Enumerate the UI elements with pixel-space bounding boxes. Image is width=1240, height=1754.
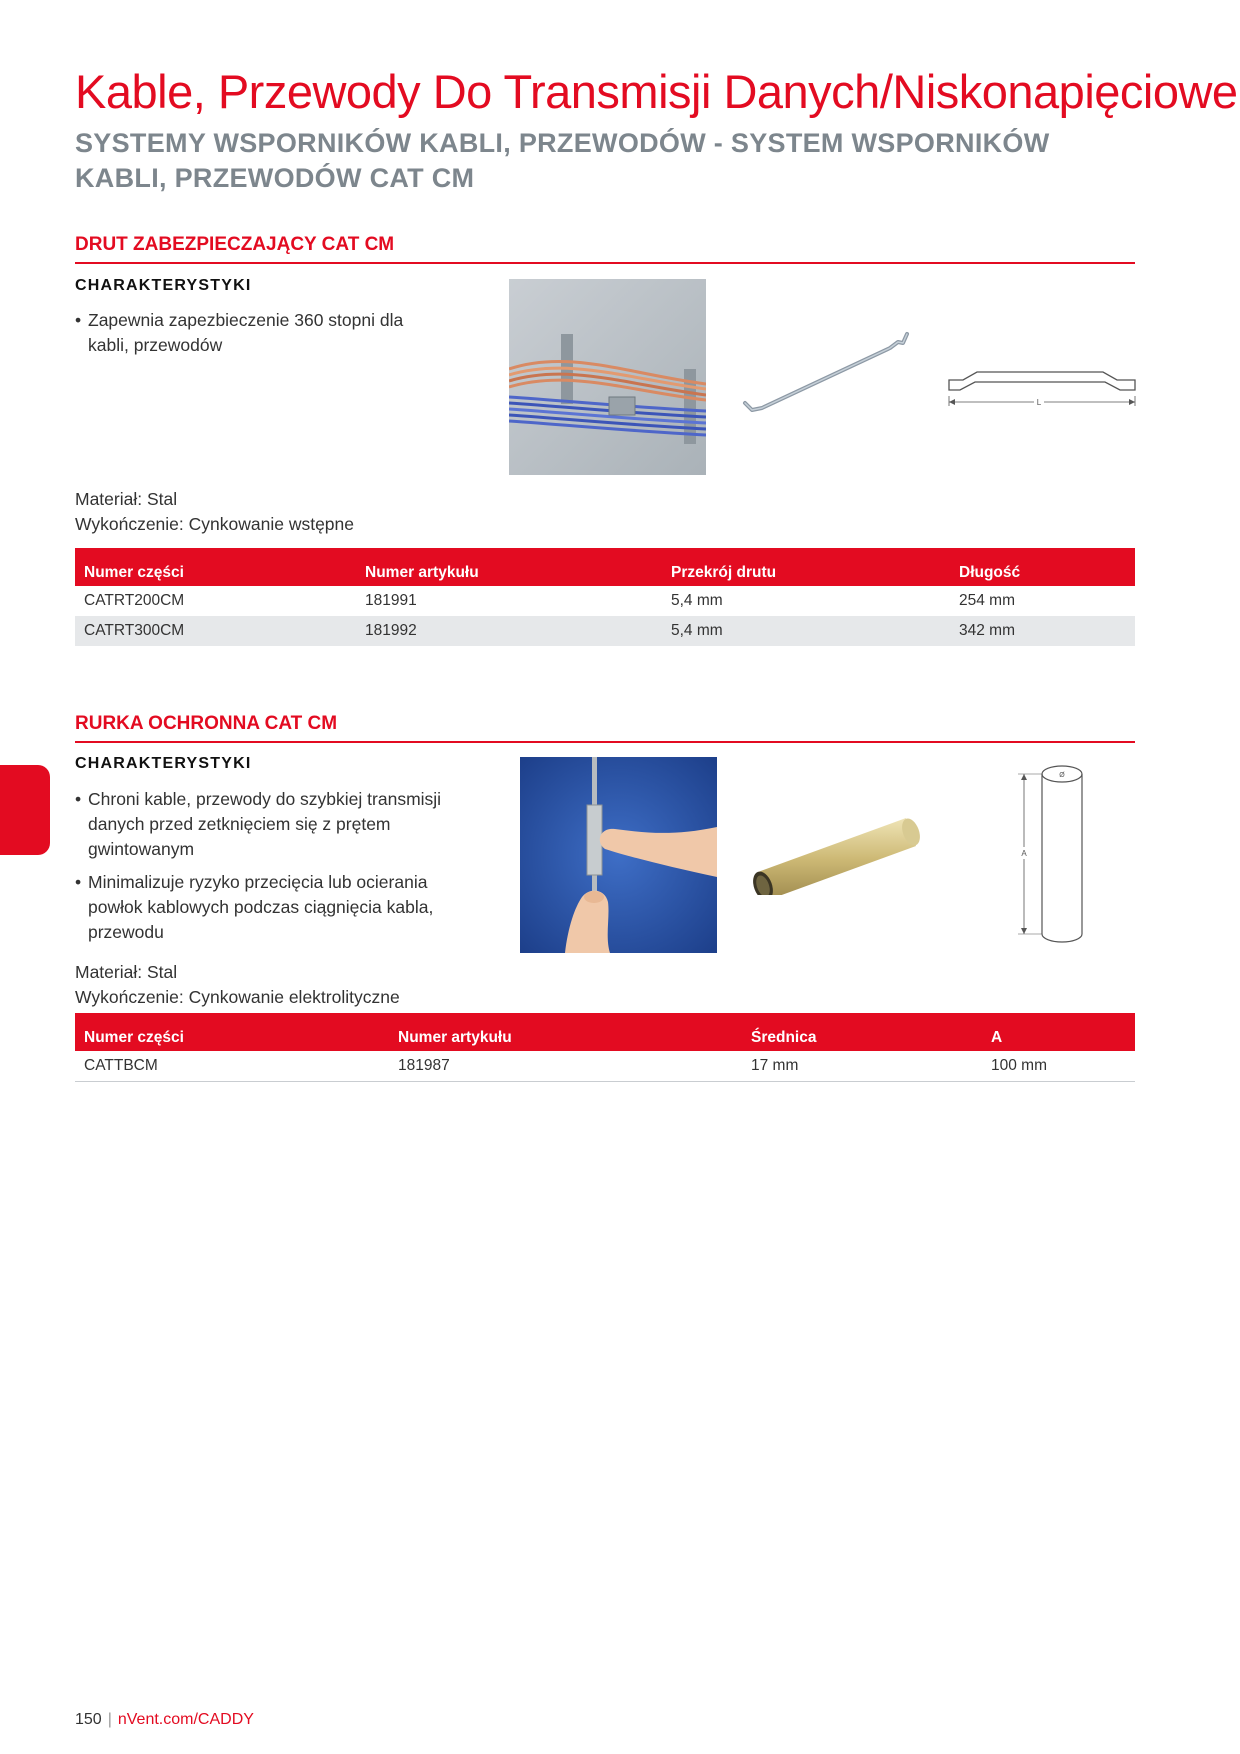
cell-article-number: 181991 (365, 592, 417, 609)
cell-wire-section: 5,4 mm (671, 592, 723, 609)
col-length: Długość (950, 548, 1135, 586)
finish-text: Wykończenie: Cynkowanie wstępne (75, 514, 355, 534)
section-heading-tube (75, 711, 1135, 743)
dimension-label-diameter: Ø (1059, 772, 1065, 779)
col-wire-section: Przekrój drutu (662, 548, 950, 586)
cell-length: 254 mm (959, 592, 1015, 609)
col-part-number: Numer części (75, 548, 356, 586)
feature-item: • Chroni kable, przewody do szybkiej transmisji danych przed zetknięciem się z prętem gwintowanym (75, 787, 475, 862)
feature-item: • Zapewnia zapezbieczenie 360 stopni dla kabli, przewodów (75, 308, 415, 358)
parts-table-wire (75, 548, 1135, 646)
section-heading-wire-text: DRUT ZABEZPIECZAJĄCY CAT CM (75, 234, 395, 255)
cell-length: 342 mm (950, 616, 1135, 646)
col-article-number: Numer artykułu (356, 548, 662, 586)
cell-diameter: 17 mm (742, 1051, 982, 1082)
col-article-number: Numer artykułu (389, 1013, 742, 1051)
product-photo-wire-bent (740, 330, 915, 415)
col-a: A (982, 1013, 1135, 1051)
material-text: Materiał: Stal (75, 962, 178, 982)
page-footer (75, 1711, 254, 1729)
feature-list (75, 787, 475, 953)
footer-separator: | (107, 1711, 112, 1728)
finish-text: Wykończenie: Cynkowanie elektrolityczne (75, 987, 400, 1007)
cell-article-number: 181987 (389, 1051, 742, 1082)
cell-part-number: CATRT200CM (84, 592, 185, 609)
section-heading-tube-text: RURKA OCHRONNA CAT CM (75, 713, 338, 734)
page-number: 150 (75, 1711, 102, 1728)
footer-site-link[interactable]: nVent.com/CADDY (117, 1711, 254, 1728)
cell-part-number: CATRT300CM (75, 616, 356, 646)
col-part-number: Numer części (75, 1013, 389, 1051)
technical-drawing-wire (945, 360, 1140, 410)
table-row (75, 586, 1135, 616)
dimension-label-a: A (1021, 849, 1027, 858)
page-subtitle: SYSTEMY WSPORNIKÓW KABLI, PRZEWODÓW - SYSTEM WSPORNIKÓW KABLI, PRZEWODÓW CAT CM (75, 128, 1050, 193)
material-text: Materiał: Stal (75, 489, 178, 509)
col-diameter: Średnica (742, 1013, 982, 1051)
product-photo-tube-install (520, 757, 717, 953)
table-row (75, 616, 1135, 646)
product-photo-tube (748, 810, 923, 895)
side-tab-marker (0, 765, 50, 855)
page-title: Kable, Przewody Do Transmisji Danych/Niskonapięciowe (75, 65, 1238, 118)
cell-a: 100 mm (982, 1051, 1135, 1082)
table-row (75, 1051, 1135, 1082)
product-photo-wire (509, 279, 706, 475)
section-heading-wire (75, 232, 1135, 264)
feature-item: • Minimalizuje ryzyko przecięcia lub ocierania powłok kablowych podczas ciągnięcia kabla, przewodu (75, 870, 475, 945)
technical-drawing-tube (1012, 762, 1112, 947)
feature-list (75, 308, 415, 366)
characteristics-heading: CHARAKTERYSTYKI (75, 755, 252, 772)
parts-table-tube (75, 1013, 1135, 1082)
cell-article-number: 181992 (356, 616, 662, 646)
cell-wire-section: 5,4 mm (662, 616, 950, 646)
dimension-label-l: L (1036, 398, 1042, 407)
cell-part-number: CATTBCM (75, 1051, 389, 1082)
characteristics-heading: CHARAKTERYSTYKI (75, 277, 252, 294)
